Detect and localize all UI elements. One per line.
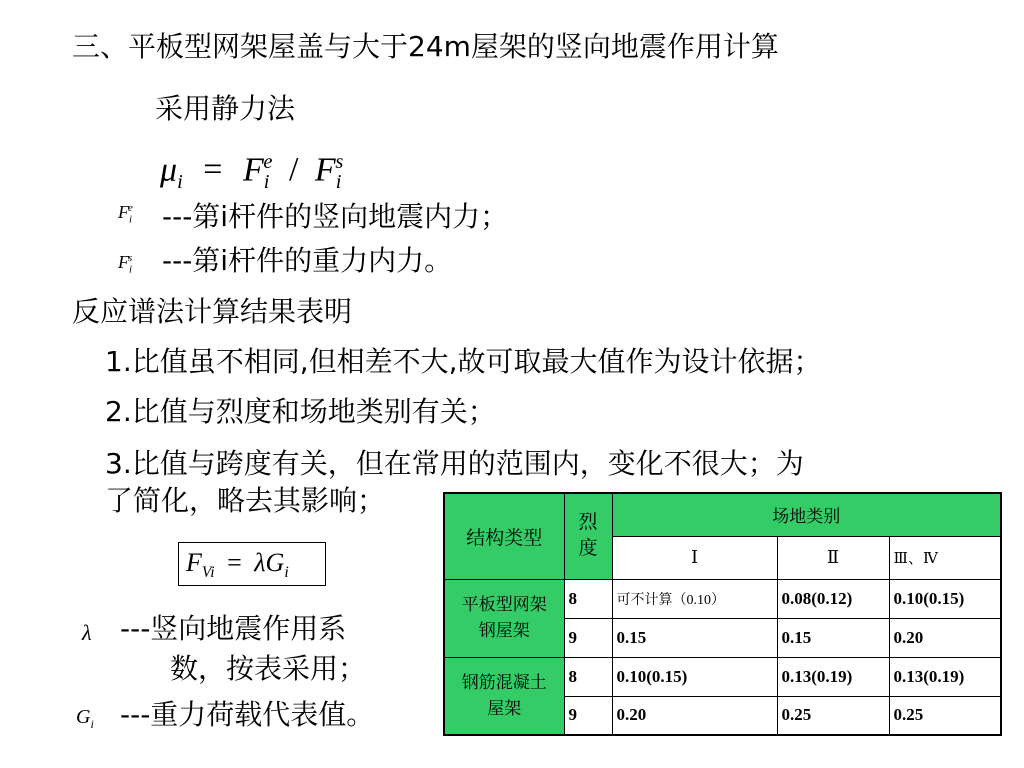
vertical-force-formula: $F_{Vi} = \lambda G_i$ [186, 548, 289, 582]
cell-intensity: 8 [564, 657, 612, 696]
cell-intensity: 9 [564, 618, 612, 657]
cell-site-3: 0.20 [889, 618, 1001, 657]
coefficient-table [443, 492, 1002, 736]
cell-site-2: 0.08(0.12) [777, 579, 889, 618]
table-row [444, 657, 1001, 696]
formula-mu: μ [160, 151, 178, 189]
formula-f1-sup: e [263, 151, 273, 173]
result-heading: 反应谱法计算结果表明 [72, 295, 353, 328]
formula-f1: F [242, 151, 264, 189]
cell-site-1: 0.15 [612, 618, 777, 657]
cell-site-1: 0.10(0.15) [612, 657, 777, 696]
formula-f2-sub: i [335, 171, 342, 194]
def-gravity-force [118, 252, 132, 276]
def-seismic-text: ---第i杆件的竖向地震内力； [162, 200, 509, 233]
method-text: 采用静力法 [155, 92, 296, 125]
point-3-cont: 了简化，略去其影响； [105, 484, 386, 517]
table-header-row-1 [444, 493, 1001, 536]
def-fs-symbol: $F_i^s$ [118, 252, 133, 276]
g-def-text: ---重力荷载代表值。 [120, 698, 375, 731]
lambda-symbol: λ [82, 620, 92, 645]
header-site-category: 场地类别 [612, 493, 1001, 536]
point-3: 3.比值与跨度有关，但在常用的范围内，变化不很大；为 [105, 447, 804, 480]
def-gravity-text: ---第i杆件的重力内力。 [162, 244, 453, 277]
cell-intensity: 9 [564, 696, 612, 735]
cell-site-1: 0.20 [612, 696, 777, 735]
def-seismic-force [118, 202, 133, 226]
lambda-def-line1: ---竖向地震作用系 [120, 612, 347, 645]
formula-equals: = [203, 151, 223, 189]
page-title: 三、平板型网架屋盖与大于24m屋架的竖向地震作用计算 [72, 30, 779, 63]
header-intensity: 烈 度 [564, 493, 612, 579]
cell-site-1: 可不计算（0.10） [612, 579, 777, 618]
formula-mu-sub: i [177, 171, 183, 194]
group-concrete-truss: 钢筋混凝土 屋架 [444, 657, 564, 735]
point-2: 2.比值与烈度和场地类别有关； [105, 395, 496, 428]
cell-site-3: 0.13(0.19) [889, 657, 1001, 696]
cell-intensity: 8 [564, 579, 612, 618]
group-steel-truss: 平板型网架 钢屋架 [444, 579, 564, 657]
cell-site-2: 0.15 [777, 618, 889, 657]
formula-slash: / [288, 151, 299, 189]
formula-f1-sub: i [263, 171, 270, 194]
formula-f2-sup: s [335, 151, 344, 173]
cell-site-2: 0.25 [777, 696, 889, 735]
def-fe-symbol: $F_i^e$ [118, 202, 133, 226]
header-structure-type: 结构类型 [444, 493, 564, 579]
header-site-1: Ⅰ [612, 536, 777, 579]
ratio-formula [160, 140, 343, 204]
cell-site-2: 0.13(0.19) [777, 657, 889, 696]
g-symbol: $G_i$ [76, 706, 94, 731]
cell-site-3: 0.25 [889, 696, 1001, 735]
header-site-3-4: Ⅲ、Ⅳ [889, 536, 1001, 579]
header-site-2: Ⅱ [777, 536, 889, 579]
lambda-def-line2: 数，按表采用； [170, 652, 367, 685]
point-1: 1.比值虽不相同,但相差不大,故可取最大值作为设计依据； [105, 345, 822, 378]
table-row [444, 579, 1001, 618]
cell-site-3: 0.10(0.15) [889, 579, 1001, 618]
formula-f2: F [314, 151, 336, 189]
